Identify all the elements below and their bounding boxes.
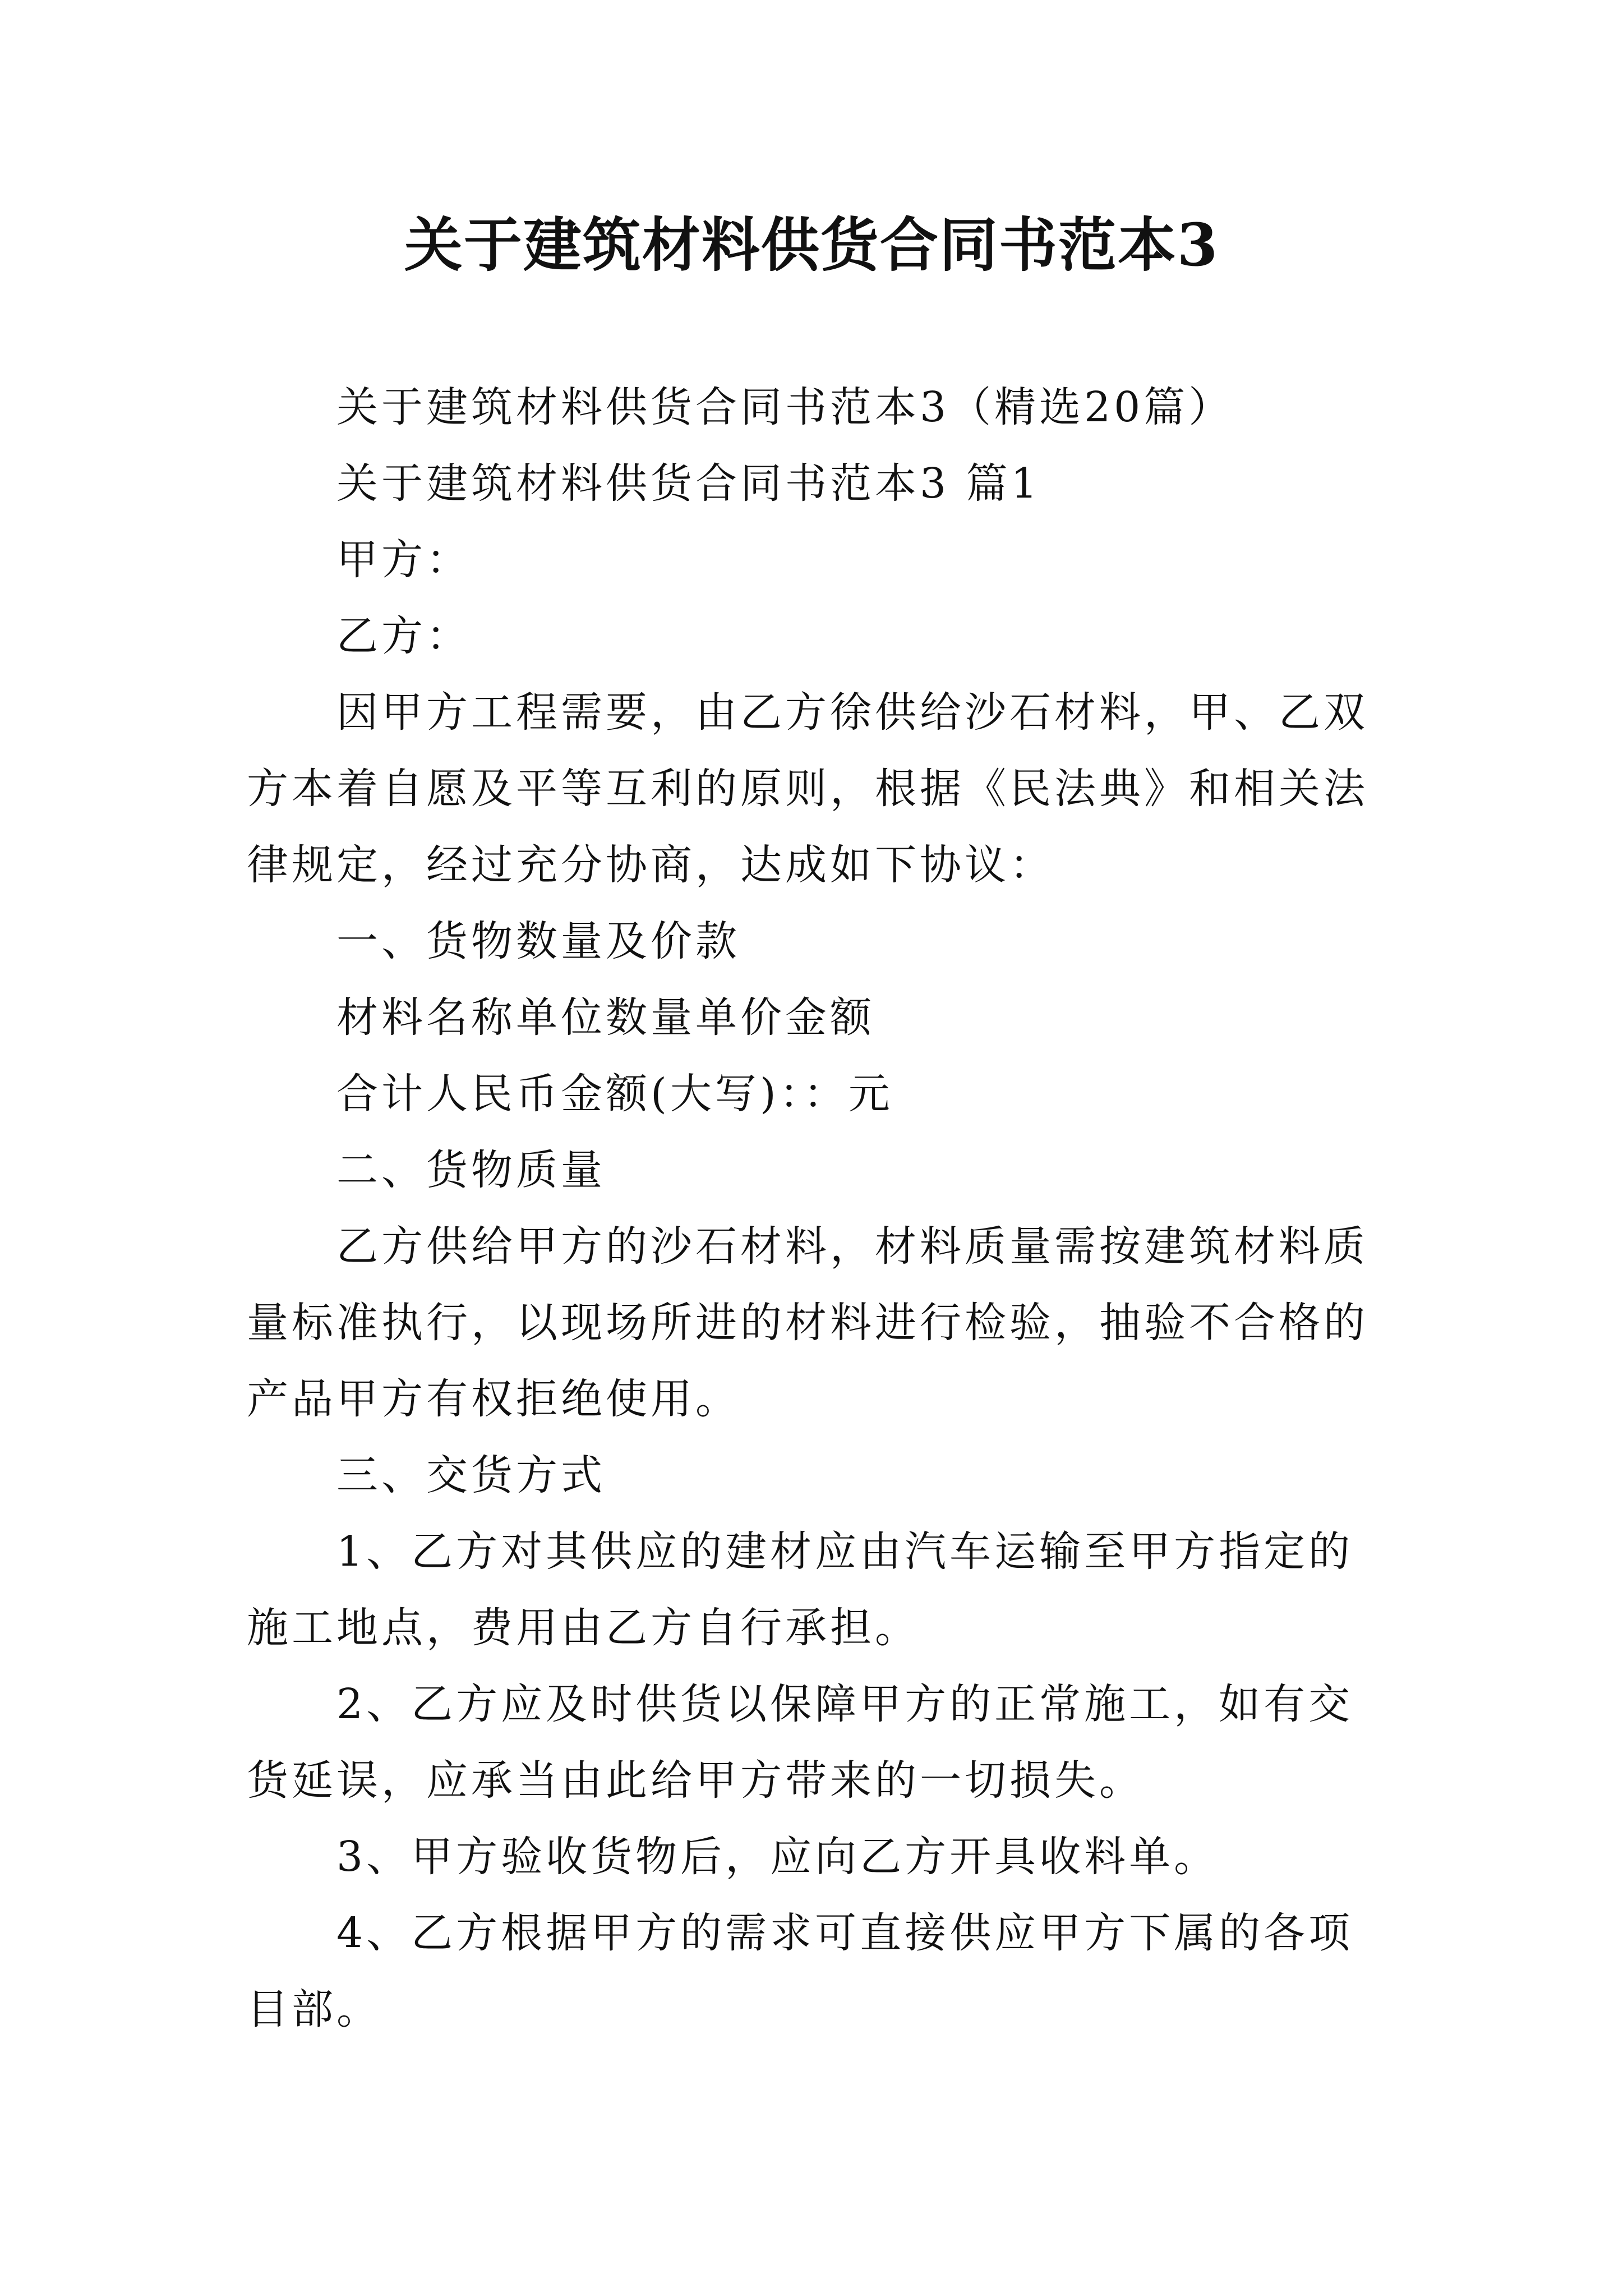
delivery-item-2: 2、乙方应及时供货以保障甲方的正常施工，如有交货延误，应承当由此给甲方带来的一切损失。 [247, 1680, 1354, 1805]
paragraph-preamble: 因甲方工程需要，由乙方徐供给沙石材料，甲、乙双方本着自愿及平等互利的原则，根据《民法典》和相关法律规定，经过充分协商，达成如下协议： [247, 688, 1368, 889]
heading-quality: 二、货物质量 [336, 1146, 606, 1194]
delivery-item-3: 3、甲方验收货物后，应向乙方开具收料单。 [336, 1833, 1219, 1881]
party-b-label: 乙方： [336, 612, 471, 660]
delivery-item-4: 4、乙方根据甲方的需求可直接供应甲方下属的各项目部。 [247, 1909, 1354, 2033]
paragraph-quality: 乙方供给甲方的沙石材料，材料质量需按建筑材料质量标准执行，以现场所进的材料进行检验，抽验不合格的产品甲方有权拒绝使用。 [247, 1222, 1368, 1423]
delivery-item-1: 1、乙方对其供应的建材应由汽车运输至甲方指定的施工地点，费用由乙方自行承担。 [247, 1527, 1354, 1652]
table-header-line: 材料名称单位数量单价金额 [336, 993, 875, 1042]
total-amount-line: 合计人民币金额(大写)：：元 [336, 1070, 893, 1118]
document-title: 关于建筑材料供货合同书范本3 [404, 210, 1219, 279]
paragraph-section-heading: 关于建筑材料供货合同书范本3 篇1 [336, 459, 1041, 508]
party-a-label: 甲方： [336, 536, 471, 584]
heading-quantity-price: 一、货物数量及价款 [336, 917, 740, 965]
paragraph-subtitle: 关于建筑材料供货合同书范本3（精选20篇） [336, 383, 1234, 431]
document-body [247, 369, 1391, 2047]
heading-delivery: 三、交货方式 [336, 1451, 606, 1499]
